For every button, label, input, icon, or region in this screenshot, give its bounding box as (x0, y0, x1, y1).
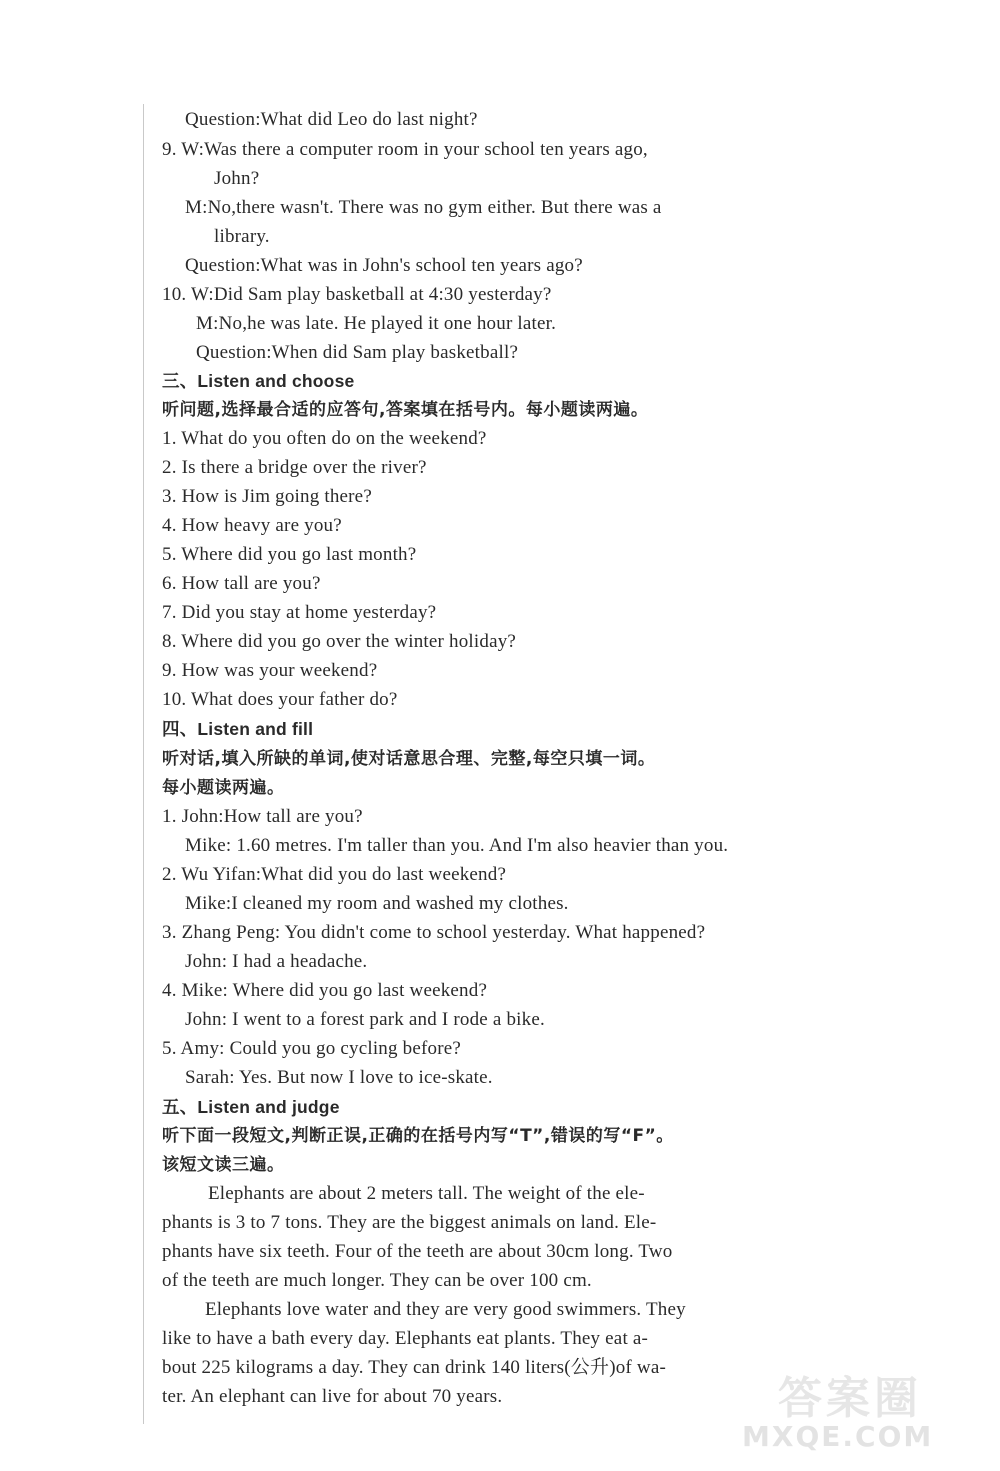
text-line: Elephants love water and they are very good swimmers. They (205, 1299, 686, 1320)
text-line: 2. Wu Yifan:What did you do last weekend? (162, 864, 507, 885)
text-line: 8. Where did you go over the winter holiday? (162, 631, 517, 652)
text-line: 4. How heavy are you? (162, 515, 342, 536)
text-line: phants is 3 to 7 tons. They are the biggest animals on land. Ele- (162, 1212, 657, 1233)
text-line: like to have a bath every day. Elephants eat plants. They eat a- (162, 1328, 649, 1349)
watermark-logo: 答案圈 (778, 1373, 922, 1424)
text-line: bout 225 kilograms a day. They can drink 140 liters(公升)of wa- (162, 1357, 666, 1378)
text-line: M:No,he was late. He played it one hour later. (196, 313, 557, 334)
text-line: M:No,there wasn't. There was no gym either. But there was a (185, 197, 662, 218)
section-instruction: 每小题读两遍。 (162, 778, 285, 798)
text-line: 3. How is Jim going there? (162, 486, 372, 507)
text-line: John: I went to a forest park and I rode a bike. (185, 1009, 545, 1030)
text-line: 4. Mike: Where did you go last weekend? (162, 980, 488, 1001)
text-line: 5. Where did you go last month? (162, 544, 417, 565)
text-line: John: I had a headache. (185, 951, 368, 972)
text-line: 9. W:Was there a computer room in your school ten years ago, (162, 139, 648, 160)
section-instruction: 听对话,填入所缺的单词,使对话意思合理、完整,每空只填一词。 (162, 749, 656, 769)
watermark (738, 1362, 988, 1467)
text-line: Elephants are about 2 meters tall. The weight of the ele- (208, 1183, 645, 1204)
text-line: 1. What do you often do on the weekend? (162, 428, 487, 449)
text-line: 2. Is there a bridge over the river? (162, 457, 427, 478)
text-line: ter. An elephant can live for about 70 years. (162, 1386, 503, 1407)
section-instruction: 听下面一段短文,判断正误,正确的在括号内写“T”,错误的写“F”。 (162, 1126, 674, 1146)
text-line: 9. How was your weekend? (162, 660, 378, 681)
text-line: Question:What did Leo do last night? (185, 109, 478, 130)
text-line: library. (214, 226, 270, 247)
text-line: 1. John:How tall are you? (162, 806, 363, 827)
text-line: Mike: 1.60 metres. I'm taller than you. And I'm also heavier than you. (185, 835, 729, 856)
section-heading: 四、Listen and fill (162, 719, 314, 739)
section-heading: 三、Listen and choose (162, 371, 355, 391)
text-line: of the teeth are much longer. They can be over 100 cm. (162, 1270, 592, 1291)
text-line: Mike:I cleaned my room and washed my clothes. (185, 893, 569, 914)
text-line: 6. How tall are you? (162, 573, 321, 594)
section-heading: 五、Listen and judge (162, 1097, 340, 1117)
margin-rule (143, 104, 144, 1424)
text-line: 10. W:Did Sam play basketball at 4:30 yesterday? (162, 284, 552, 305)
text-line: Question:What was in John's school ten years ago? (185, 255, 583, 276)
text-line: phants have six teeth. Four of the teeth are about 30cm long. Two (162, 1241, 673, 1262)
text-line: 10. What does your father do? (162, 689, 398, 710)
watermark-url: MXQE.COM (742, 1420, 934, 1453)
section-instruction: 该短文读三遍。 (162, 1155, 285, 1175)
text-line: 3. Zhang Peng: You didn't come to school yesterday. What happened? (162, 922, 706, 943)
section-instruction: 听问题,选择最合适的应答句,答案填在括号内。每小题读两遍。 (162, 400, 649, 420)
text-line: 5. Amy: Could you go cycling before? (162, 1038, 462, 1059)
text-line: 7. Did you stay at home yesterday? (162, 602, 437, 623)
text-line: Sarah: Yes. But now I love to ice-skate. (185, 1067, 493, 1088)
text-line: John? (214, 168, 260, 189)
text-line: Question:When did Sam play basketball? (196, 342, 519, 363)
